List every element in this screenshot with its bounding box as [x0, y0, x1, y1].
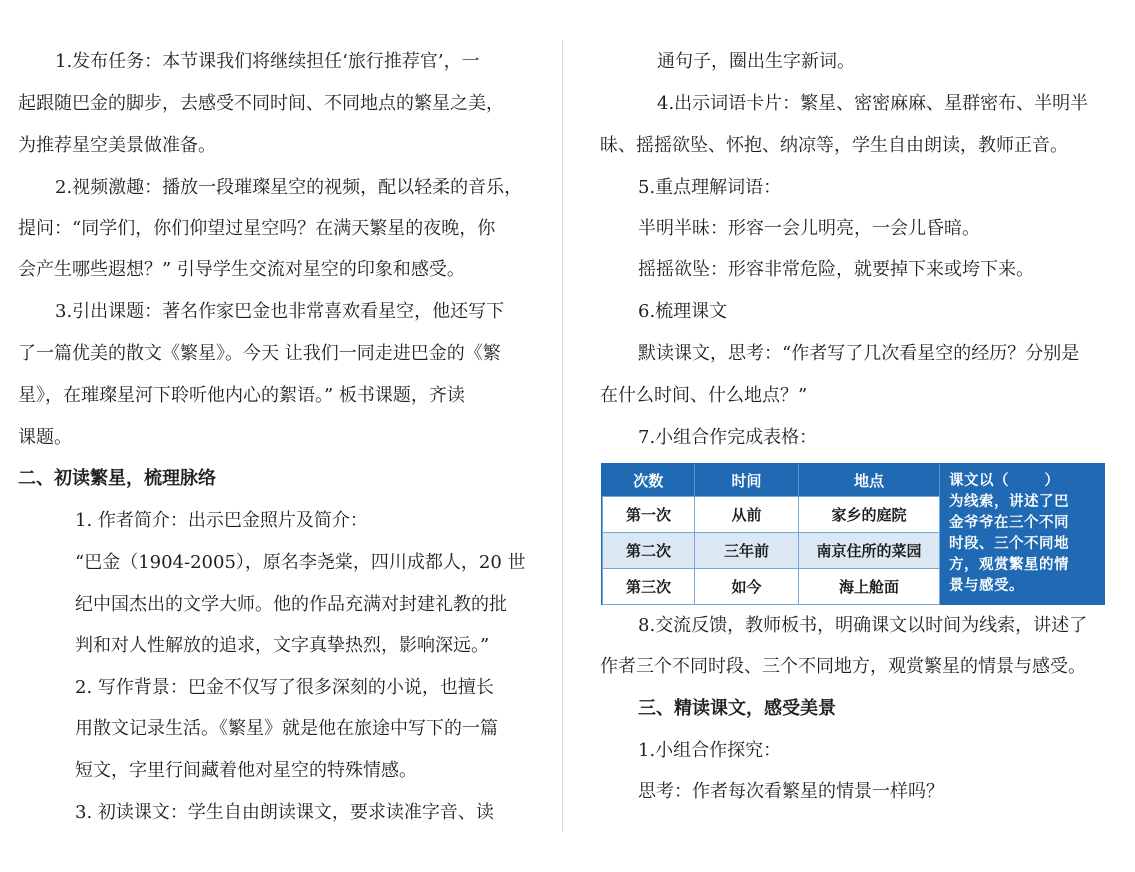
paragraph-line: 7.小组合作完成表格： [638, 427, 818, 448]
paragraph-line: 1.小组合作探究： [638, 740, 782, 761]
table-row [603, 569, 940, 605]
table-header-cell: 时间 [695, 464, 799, 497]
paragraph-line: 了一篇优美的散文《繁星》。今天 让我们一同走进巴金的《繁 [18, 343, 501, 364]
table-row [603, 533, 940, 569]
paragraph-line: 4.出示词语卡片：繁星、密密麻麻、星群密布、半明半 [657, 93, 1089, 114]
table-header-cell: 次数 [603, 464, 695, 497]
table-cell: 家乡的庭院 [799, 497, 940, 533]
table-header-cell: 地点 [799, 464, 940, 497]
side-note-line: 为线索，讲述了巴 [949, 494, 1069, 510]
paragraph-line: 起跟随巴金的脚步，去感受不同时间、不同地点的繁星之美， [18, 93, 504, 114]
paragraph-line: 半明半昧：形容一会儿明亮，一会儿昏暗。 [638, 218, 980, 239]
paragraph-line: 昧、摇摇欲坠、怀抱、纳凉等，学生自由朗读，教师正音。 [600, 135, 1068, 156]
paragraph-line: 判和对人性解放的追求，文字真挚热烈，影响深远。” [75, 635, 490, 656]
paragraph-line: 默读课文，思考：“作者写了几次看星空的经历？分别是 [638, 343, 1080, 364]
paragraph-line: 课题。 [18, 427, 72, 448]
side-note-line: 景与感受。 [949, 578, 1024, 594]
section-heading: 二、初读繁星，梳理脉络 [18, 468, 216, 489]
column-divider [562, 40, 563, 832]
paragraph-line: 在什么时间、什么地点？” [600, 385, 808, 406]
side-note-line: 金爷爷在三个不同 [949, 515, 1069, 531]
paragraph-line: 为推荐星空美景做准备。 [18, 135, 216, 156]
paragraph-line: 3.引出课题：著名作家巴金也非常喜欢看星空，他还写下 [55, 301, 505, 322]
table-cell: 海上舱面 [799, 569, 940, 605]
table-cell: 第一次 [603, 497, 695, 533]
table-header-row [603, 464, 940, 497]
table-side-note [949, 471, 1099, 597]
table-cell: 第二次 [603, 533, 695, 569]
table-cell: 南京住所的菜园 [799, 533, 940, 569]
paragraph-line: 8.交流反馈，教师板书，明确课文以时间为线索，讲述了 [638, 615, 1088, 636]
paragraph-line: 星》，在璀璨星河下聆听他内心的絮语。” 板书课题，齐读 [18, 385, 465, 406]
side-note-line: 时段、三个不同地 [949, 536, 1069, 552]
table-cell: 如今 [695, 569, 799, 605]
paragraph-line: 思考：作者每次看繁星的情景一样吗？ [638, 781, 944, 802]
table-cell: 三年前 [695, 533, 799, 569]
paragraph-line: 会产生哪些遐想？” 引导学生交流对星空的印象和感受。 [18, 259, 465, 280]
side-note-line: 课文以（ ） [949, 473, 1060, 489]
worksheet-table [602, 464, 940, 605]
paragraph-line: 通句子，圈出生字新词。 [657, 51, 855, 72]
paragraph-line: 纪中国杰出的文学大师。他的作品充满对封建礼教的批 [75, 594, 507, 615]
side-note-line: 方，观赏繁星的情 [949, 557, 1069, 573]
paragraph-line: 摇摇欲坠：形容非常危险，就要掉下来或垮下来。 [638, 259, 1034, 280]
table-cell: 第三次 [603, 569, 695, 605]
table-cell: 从前 [695, 497, 799, 533]
paragraph-line: 6.梳理课文 [638, 301, 728, 322]
paragraph-line: 3. 初读课文：学生自由朗读课文，要求读准字音、读 [75, 802, 494, 823]
paragraph-line: 提问：“同学们，你们仰望过星空吗？在满天繁星的夜晚，你 [18, 218, 496, 239]
paragraph-line: 1. 作者简介：出示巴金照片及简介： [75, 510, 368, 531]
paragraph-line: 用散文记录生活。《繁星》就是他在旅途中写下的一篇 [75, 718, 498, 739]
paragraph-line: 2. 写作背景：巴金不仅写了很多深刻的小说，也擅长 [75, 677, 494, 698]
paragraph-line: “巴金（1904-2005），原名李尧棠，四川成都人，20 世 [75, 552, 526, 573]
paragraph-line: 1.发布任务：本节课我们将继续担任‘旅行推荐官’，一 [55, 51, 480, 72]
worksheet-table-graphic [601, 463, 1105, 605]
table-row [603, 497, 940, 533]
section-heading: 三、精读课文，感受美景 [638, 698, 836, 719]
paragraph-line: 短文，字里行间藏着他对星空的特殊情感。 [75, 760, 417, 781]
paragraph-line: 作者三个不同时段、三个不同地方，观赏繁星的情景与感受。 [600, 656, 1086, 677]
paragraph-line: 2.视频激趣：播放一段璀璨星空的视频，配以轻柔的音乐， [55, 177, 523, 198]
paragraph-line: 5.重点理解词语： [638, 177, 782, 198]
